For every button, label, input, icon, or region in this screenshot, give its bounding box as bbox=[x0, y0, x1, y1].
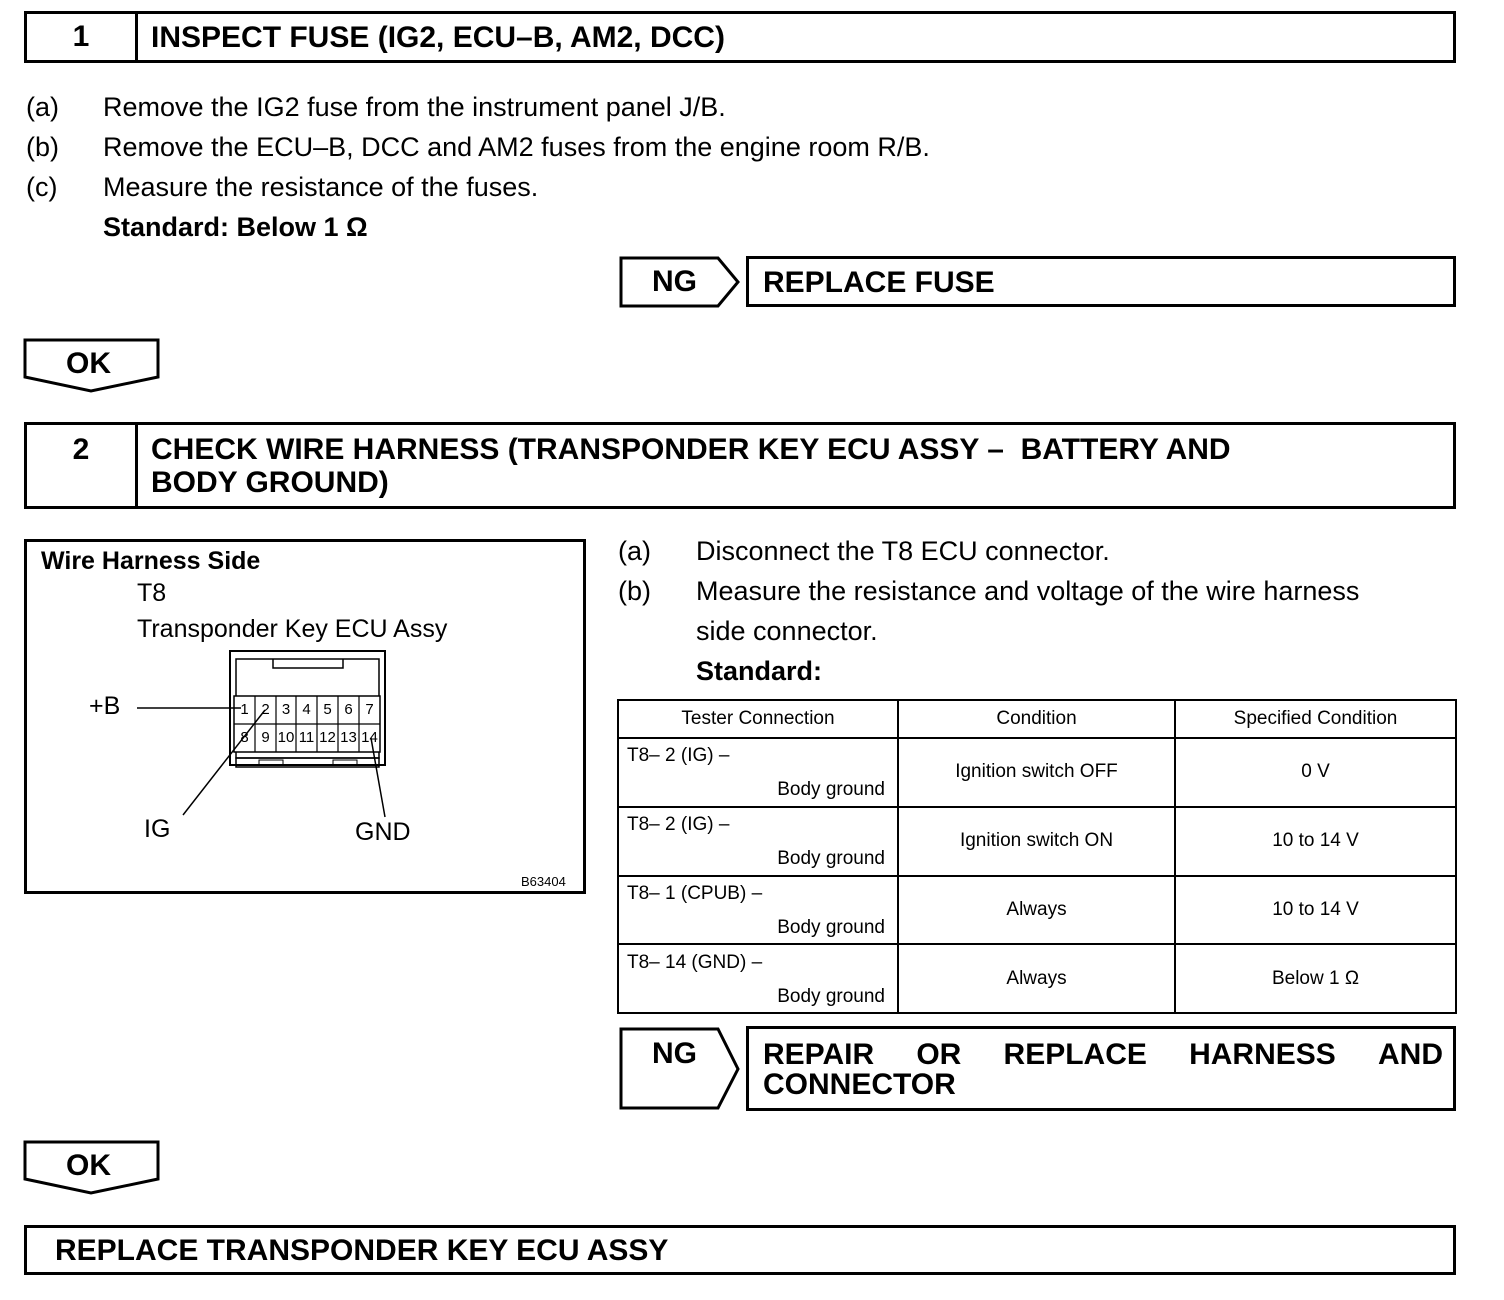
pin-6: 6 bbox=[344, 701, 353, 718]
pin-2: 2 bbox=[261, 701, 270, 718]
ng-action-2-line2: CONNECTOR bbox=[763, 1068, 956, 1101]
label-plus-b: +B bbox=[89, 692, 121, 720]
step2-title-line1: CHECK WIRE HARNESS (TRANSPONDER KEY ECU ASSY – BATTERY AND bbox=[151, 433, 1231, 466]
ng-action-2-line1 bbox=[763, 1038, 1443, 1071]
table-row bbox=[618, 807, 1456, 876]
ng-label-1: NG bbox=[652, 265, 697, 298]
diagram-heading: Wire Harness Side bbox=[41, 547, 261, 575]
col-header-condition: Condition bbox=[898, 700, 1175, 738]
ng-action-2-word: REPLACE bbox=[1003, 1038, 1147, 1071]
condition-cell: Always bbox=[898, 876, 1175, 945]
tester-connection-ground: Body ground bbox=[777, 985, 885, 1007]
step1-item-c-text: Measure the resistance of the fuses. bbox=[103, 172, 539, 202]
final-action bbox=[24, 1225, 1456, 1275]
diagram-connector-id: T8 bbox=[137, 579, 167, 607]
col-header-specified-condition: Specified Condition bbox=[1175, 700, 1456, 738]
table-row bbox=[618, 944, 1456, 1013]
step1-standard: Standard: Below 1 Ω bbox=[103, 212, 368, 242]
tester-connection-terminal: T8– 2 (IG) – bbox=[627, 745, 730, 767]
specified-condition-cell: Below 1 Ω bbox=[1175, 944, 1456, 1013]
pin-5: 5 bbox=[323, 701, 332, 718]
step1-item-b-text: Remove the ECU–B, DCC and AM2 fuses from the engine room R/B. bbox=[103, 132, 930, 162]
ng-action-2 bbox=[746, 1026, 1456, 1111]
pin-13: 13 bbox=[340, 729, 357, 746]
step2-number: 2 bbox=[27, 425, 138, 506]
tester-connection-terminal: T8– 2 (IG) – bbox=[627, 814, 730, 836]
pin-7: 7 bbox=[365, 701, 374, 718]
step2-item-b-marker: (b) bbox=[618, 576, 651, 606]
label-ig: IG bbox=[144, 815, 171, 843]
step1-item-a-marker: (a) bbox=[26, 92, 59, 122]
ok-label-1: OK bbox=[66, 347, 111, 380]
ng-label-2: NG bbox=[652, 1037, 697, 1070]
pin-1: 1 bbox=[240, 701, 249, 718]
pin-4: 4 bbox=[302, 701, 311, 718]
tester-connection-cell bbox=[618, 807, 898, 876]
final-action-title: REPLACE TRANSPONDER KEY ECU ASSY bbox=[55, 1234, 669, 1267]
ng-action-2-word: REPAIR bbox=[763, 1038, 875, 1071]
label-gnd: GND bbox=[355, 818, 411, 846]
tester-connection-cell bbox=[618, 944, 898, 1013]
spec-table-wrap bbox=[617, 699, 1457, 1014]
tester-connection-cell bbox=[618, 876, 898, 945]
condition-cell: Ignition switch ON bbox=[898, 807, 1175, 876]
specified-condition-cell: 10 to 14 V bbox=[1175, 807, 1456, 876]
spec-table bbox=[617, 699, 1457, 1014]
step2-title-line2: BODY GROUND) bbox=[151, 466, 389, 499]
ng-action-2-word: HARNESS bbox=[1189, 1038, 1336, 1071]
table-row bbox=[618, 738, 1456, 807]
tester-connection-terminal: T8– 1 (CPUB) – bbox=[627, 882, 763, 904]
step2-item-a-text: Disconnect the T8 ECU connector. bbox=[696, 536, 1110, 566]
condition-cell: Ignition switch OFF bbox=[898, 738, 1175, 807]
diagram-component: Transponder Key ECU Assy bbox=[137, 615, 448, 643]
step2-item-b-text-line2: side connector. bbox=[696, 616, 878, 646]
table-row bbox=[618, 876, 1456, 945]
pin-8: 8 bbox=[240, 729, 249, 746]
step1-number: 1 bbox=[27, 14, 138, 60]
connector-pins bbox=[234, 696, 380, 752]
pin-11: 11 bbox=[298, 729, 315, 746]
tester-connection-ground: Body ground bbox=[777, 848, 885, 870]
diagram-code: B63404 bbox=[521, 874, 566, 889]
step1-item-b-marker: (b) bbox=[26, 132, 59, 162]
tester-connection-ground: Body ground bbox=[777, 916, 885, 938]
step1-item-c-marker: (c) bbox=[26, 172, 58, 202]
pin-10: 10 bbox=[277, 729, 295, 746]
table-header-row bbox=[618, 700, 1456, 738]
tester-connection-terminal: T8– 14 (GND) – bbox=[627, 951, 763, 973]
specified-condition-cell: 10 to 14 V bbox=[1175, 876, 1456, 945]
ng-action-1-text: REPLACE FUSE bbox=[763, 266, 995, 299]
specified-condition-cell: 0 V bbox=[1175, 738, 1456, 807]
ng-action-2-word: OR bbox=[916, 1038, 962, 1071]
pin-3: 3 bbox=[281, 701, 291, 718]
col-header-tester-connection: Tester Connection bbox=[618, 700, 898, 738]
pin-12: 12 bbox=[319, 729, 336, 746]
ok-label-2: OK bbox=[66, 1149, 111, 1182]
step2-item-a-marker: (a) bbox=[618, 536, 651, 566]
ng-action-2-word: AND bbox=[1378, 1038, 1443, 1071]
condition-cell: Always bbox=[898, 944, 1175, 1013]
pin-9: 9 bbox=[261, 729, 270, 746]
pin-14: 14 bbox=[361, 729, 378, 746]
step1-item-a-text: Remove the IG2 fuse from the instrument panel J/B. bbox=[103, 92, 726, 122]
step2-standard: Standard: bbox=[696, 656, 823, 686]
step1-title: INSPECT FUSE (IG2, ECU–B, AM2, DCC) bbox=[151, 21, 725, 54]
tester-connection-ground: Body ground bbox=[777, 779, 885, 801]
wire-harness-diagram bbox=[24, 539, 586, 894]
tester-connection-cell bbox=[618, 738, 898, 807]
step1-header bbox=[24, 11, 1456, 63]
step2-header bbox=[24, 422, 1456, 509]
ng-action-1 bbox=[746, 256, 1456, 307]
step2-item-b-text-line1: Measure the resistance and voltage of the wire harness bbox=[696, 576, 1360, 606]
